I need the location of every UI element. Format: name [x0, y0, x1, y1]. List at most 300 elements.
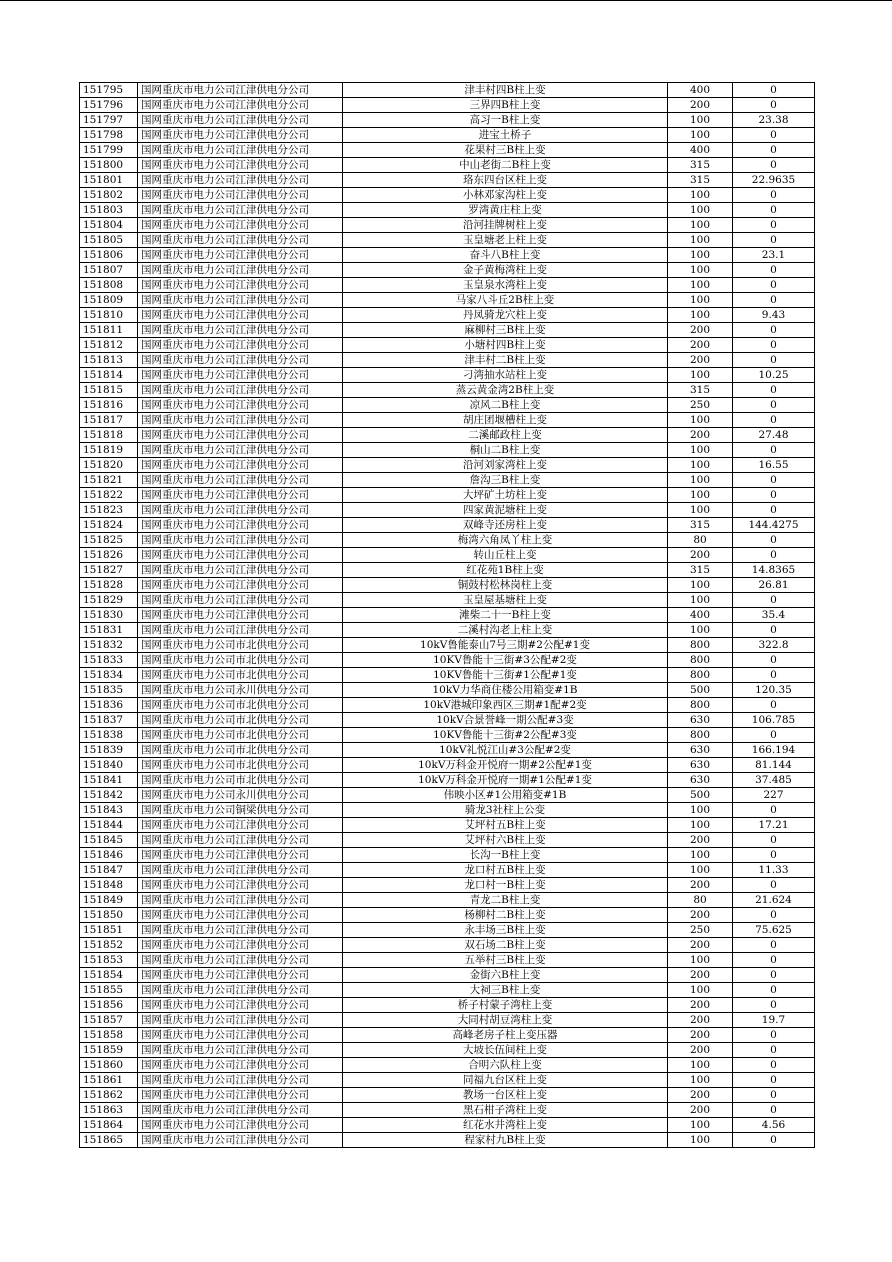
org-cell: 国网重庆市电力公司江津供电分公司 [138, 593, 343, 608]
row-id-cell: 151800 [80, 158, 138, 173]
table-row [80, 203, 815, 218]
transformer-name-cell: 珞东四台区柱上变 [343, 173, 668, 188]
page-top-rule [0, 0, 892, 1]
row-id-cell: 151802 [80, 188, 138, 203]
table-row [80, 263, 815, 278]
capacity-cell: 200 [668, 1013, 733, 1028]
capacity-cell: 100 [668, 188, 733, 203]
row-id-cell: 151847 [80, 863, 138, 878]
row-id-cell: 151806 [80, 248, 138, 263]
value-cell: 0 [733, 383, 815, 398]
value-cell: 0 [733, 878, 815, 893]
org-cell: 国网重庆市电力公司江津供电分公司 [138, 503, 343, 518]
value-cell: 0 [733, 398, 815, 413]
capacity-cell: 100 [668, 218, 733, 233]
table-row [80, 758, 815, 773]
capacity-cell: 100 [668, 308, 733, 323]
capacity-cell: 630 [668, 713, 733, 728]
value-cell: 0 [733, 728, 815, 743]
org-cell: 国网重庆市电力公司永川供电分公司 [138, 788, 343, 803]
table-row [80, 398, 815, 413]
transformer-name-cell: 詹沟三B柱上变 [343, 473, 668, 488]
table-row [80, 863, 815, 878]
org-cell: 国网重庆市电力公司江津供电分公司 [138, 158, 343, 173]
row-id-cell: 151827 [80, 563, 138, 578]
row-id-cell: 151850 [80, 908, 138, 923]
row-id-cell: 151831 [80, 623, 138, 638]
row-id-cell: 151821 [80, 473, 138, 488]
table-row [80, 878, 815, 893]
table-row [80, 188, 815, 203]
value-cell: 0 [733, 1058, 815, 1073]
org-cell: 国网重庆市电力公司江津供电分公司 [138, 833, 343, 848]
capacity-cell: 200 [668, 1103, 733, 1118]
org-cell: 国网重庆市电力公司市北供电分公司 [138, 773, 343, 788]
row-id-cell: 151835 [80, 683, 138, 698]
row-id-cell: 151836 [80, 698, 138, 713]
org-cell: 国网重庆市电力公司江津供电分公司 [138, 1073, 343, 1088]
row-id-cell: 151837 [80, 713, 138, 728]
row-id-cell: 151842 [80, 788, 138, 803]
org-cell: 国网重庆市电力公司市北供电分公司 [138, 698, 343, 713]
capacity-cell: 100 [668, 953, 733, 968]
value-cell: 120.35 [733, 683, 815, 698]
value-cell: 0 [733, 503, 815, 518]
capacity-cell: 800 [668, 638, 733, 653]
table-row [80, 323, 815, 338]
transformer-name-cell: 10KV鲁能十三街#2公配#3变 [343, 728, 668, 743]
row-id-cell: 151807 [80, 263, 138, 278]
transformer-name-cell: 长沟一B柱上变 [343, 848, 668, 863]
capacity-cell: 80 [668, 893, 733, 908]
value-cell: 27.48 [733, 428, 815, 443]
org-cell: 国网重庆市电力公司江津供电分公司 [138, 938, 343, 953]
transformer-name-cell: 青龙二B柱上变 [343, 893, 668, 908]
capacity-cell: 100 [668, 203, 733, 218]
value-cell: 26.81 [733, 578, 815, 593]
capacity-cell: 100 [668, 848, 733, 863]
table-row [80, 473, 815, 488]
value-cell: 37.485 [733, 773, 815, 788]
org-cell: 国网重庆市电力公司江津供电分公司 [138, 188, 343, 203]
transformer-name-cell: 艾坪村六B柱上变 [343, 833, 668, 848]
row-id-cell: 151819 [80, 443, 138, 458]
transformer-name-cell: 麻柳村三B柱上变 [343, 323, 668, 338]
capacity-cell: 100 [668, 1058, 733, 1073]
table-row [80, 83, 815, 98]
table-row [80, 488, 815, 503]
transformer-name-cell: 梅湾六角凤丫柱上变 [343, 533, 668, 548]
table-row [80, 803, 815, 818]
table-row [80, 308, 815, 323]
value-cell: 0 [733, 653, 815, 668]
table-row [80, 923, 815, 938]
transformer-name-cell: 艾坪村五B柱上变 [343, 818, 668, 833]
capacity-cell: 800 [668, 653, 733, 668]
org-cell: 国网重庆市电力公司江津供电分公司 [138, 1028, 343, 1043]
table-row [80, 218, 815, 233]
transformer-name-cell: 龙口村一B柱上变 [343, 878, 668, 893]
row-id-cell: 151846 [80, 848, 138, 863]
org-cell: 国网重庆市电力公司江津供电分公司 [138, 863, 343, 878]
value-cell: 0 [733, 548, 815, 563]
table-row [80, 173, 815, 188]
row-id-cell: 151855 [80, 983, 138, 998]
capacity-cell: 400 [668, 143, 733, 158]
org-cell: 国网重庆市电力公司江津供电分公司 [138, 218, 343, 233]
row-id-cell: 151832 [80, 638, 138, 653]
transformer-name-cell: 津丰村四B柱上变 [343, 83, 668, 98]
value-cell: 166.194 [733, 743, 815, 758]
row-id-cell: 151849 [80, 893, 138, 908]
value-cell: 0 [733, 473, 815, 488]
table-row [80, 443, 815, 458]
org-cell: 国网重庆市电力公司江津供电分公司 [138, 968, 343, 983]
transformer-name-cell: 黑石柑子湾柱上变 [343, 1103, 668, 1118]
org-cell: 国网重庆市电力公司江津供电分公司 [138, 608, 343, 623]
capacity-cell: 100 [668, 128, 733, 143]
transformer-name-cell: 双石场二B柱上变 [343, 938, 668, 953]
org-cell: 国网重庆市电力公司江津供电分公司 [138, 203, 343, 218]
row-id-cell: 151813 [80, 353, 138, 368]
org-cell: 国网重庆市电力公司市北供电分公司 [138, 728, 343, 743]
org-cell: 国网重庆市电力公司江津供电分公司 [138, 368, 343, 383]
transformer-name-cell: 胡庄团堰槽柱上变 [343, 413, 668, 428]
transformer-name-cell: 10kV万科金开悦府一期#1公配#1变 [343, 773, 668, 788]
row-id-cell: 151863 [80, 1103, 138, 1118]
org-cell: 国网重庆市电力公司江津供电分公司 [138, 518, 343, 533]
value-cell: 0 [733, 293, 815, 308]
transformer-name-cell: 玉皇泉水湾柱上变 [343, 278, 668, 293]
table-row [80, 1103, 815, 1118]
capacity-cell: 400 [668, 608, 733, 623]
transformer-name-cell: 刁湾抽水站柱上变 [343, 368, 668, 383]
transformer-name-cell: 桐山二B柱上变 [343, 443, 668, 458]
capacity-cell: 200 [668, 353, 733, 368]
row-id-cell: 151852 [80, 938, 138, 953]
org-cell: 国网重庆市电力公司江津供电分公司 [138, 923, 343, 938]
capacity-cell: 100 [668, 113, 733, 128]
row-id-cell: 151839 [80, 743, 138, 758]
value-cell: 9.43 [733, 308, 815, 323]
org-cell: 国网重庆市电力公司江津供电分公司 [138, 293, 343, 308]
org-cell: 国网重庆市电力公司江津供电分公司 [138, 1088, 343, 1103]
capacity-cell: 630 [668, 743, 733, 758]
transformer-name-cell: 马家八斗丘2B柱上变 [343, 293, 668, 308]
value-cell: 16.55 [733, 458, 815, 473]
transformer-name-cell: 花果村三B柱上变 [343, 143, 668, 158]
capacity-cell: 100 [668, 593, 733, 608]
table-row [80, 638, 815, 653]
org-cell: 国网重庆市电力公司江津供电分公司 [138, 143, 343, 158]
value-cell: 0 [733, 668, 815, 683]
capacity-cell: 315 [668, 518, 733, 533]
row-id-cell: 151853 [80, 953, 138, 968]
capacity-cell: 100 [668, 503, 733, 518]
org-cell: 国网重庆市电力公司江津供电分公司 [138, 488, 343, 503]
row-id-cell: 151808 [80, 278, 138, 293]
table-row [80, 158, 815, 173]
org-cell: 国网重庆市电力公司江津供电分公司 [138, 878, 343, 893]
org-cell: 国网重庆市电力公司江津供电分公司 [138, 413, 343, 428]
org-cell: 国网重庆市电力公司江津供电分公司 [138, 1103, 343, 1118]
value-cell: 0 [733, 848, 815, 863]
table-row [80, 503, 815, 518]
transformer-name-cell: 三界四B柱上变 [343, 98, 668, 113]
transformer-name-cell: 程家村九B柱上变 [343, 1133, 668, 1148]
table-row [80, 413, 815, 428]
row-id-cell: 151796 [80, 98, 138, 113]
capacity-cell: 200 [668, 428, 733, 443]
value-cell: 227 [733, 788, 815, 803]
table-row [80, 653, 815, 668]
org-cell: 国网重庆市电力公司市北供电分公司 [138, 653, 343, 668]
transformer-name-cell: 转山丘柱上变 [343, 548, 668, 563]
table-row [80, 1073, 815, 1088]
row-id-cell: 151820 [80, 458, 138, 473]
transformer-name-cell: 桥子村蒙子湾柱上变 [343, 998, 668, 1013]
transformer-name-cell: 四家黄泥塘柱上变 [343, 503, 668, 518]
value-cell: 0 [733, 1088, 815, 1103]
table-row [80, 428, 815, 443]
capacity-cell: 200 [668, 878, 733, 893]
transformer-name-cell: 10kV港城印象西区三期#1配#2变 [343, 698, 668, 713]
org-cell: 国网重庆市电力公司江津供电分公司 [138, 443, 343, 458]
value-cell: 23.1 [733, 248, 815, 263]
capacity-cell: 200 [668, 548, 733, 563]
org-cell: 国网重庆市电力公司江津供电分公司 [138, 1043, 343, 1058]
table-row [80, 743, 815, 758]
transformer-name-cell: 红花水井湾柱上变 [343, 1118, 668, 1133]
transformer-name-cell: 高峰老房子柱上变压器 [343, 1028, 668, 1043]
row-id-cell: 151812 [80, 338, 138, 353]
org-cell: 国网重庆市电力公司江津供电分公司 [138, 1133, 343, 1148]
table-row [80, 563, 815, 578]
org-cell: 国网重庆市电力公司江津供电分公司 [138, 173, 343, 188]
transformer-name-cell: 杨柳村二B柱上变 [343, 908, 668, 923]
transformer-name-cell: 同福九台区柱上变 [343, 1073, 668, 1088]
org-cell: 国网重庆市电力公司永川供电分公司 [138, 683, 343, 698]
transformer-name-cell: 进宝土桥子 [343, 128, 668, 143]
row-id-cell: 151798 [80, 128, 138, 143]
row-id-cell: 151838 [80, 728, 138, 743]
org-cell: 国网重庆市电力公司江津供电分公司 [138, 908, 343, 923]
capacity-cell: 630 [668, 773, 733, 788]
org-cell: 国网重庆市电力公司江津供电分公司 [138, 248, 343, 263]
table-row [80, 578, 815, 593]
row-id-cell: 151817 [80, 413, 138, 428]
value-cell: 0 [733, 593, 815, 608]
table-row [80, 713, 815, 728]
row-id-cell: 151824 [80, 518, 138, 533]
table-row [80, 908, 815, 923]
row-id-cell: 151809 [80, 293, 138, 308]
transformer-name-cell: 龙口村五B柱上变 [343, 863, 668, 878]
row-id-cell: 151844 [80, 818, 138, 833]
value-cell: 19.7 [733, 1013, 815, 1028]
org-cell: 国网重庆市电力公司江津供电分公司 [138, 998, 343, 1013]
transformer-name-cell: 罗湾黄庄柱上变 [343, 203, 668, 218]
row-id-cell: 151799 [80, 143, 138, 158]
org-cell: 国网重庆市电力公司江津供电分公司 [138, 848, 343, 863]
row-id-cell: 151860 [80, 1058, 138, 1073]
capacity-cell: 800 [668, 728, 733, 743]
org-cell: 国网重庆市电力公司江津供电分公司 [138, 1118, 343, 1133]
row-id-cell: 151865 [80, 1133, 138, 1148]
capacity-cell: 100 [668, 443, 733, 458]
row-id-cell: 151856 [80, 998, 138, 1013]
value-cell: 0 [733, 443, 815, 458]
transformer-name-cell: 沿河刘家湾柱上变 [343, 458, 668, 473]
row-id-cell: 151854 [80, 968, 138, 983]
value-cell: 0 [733, 938, 815, 953]
capacity-cell: 100 [668, 1118, 733, 1133]
row-id-cell: 151810 [80, 308, 138, 323]
transformer-name-cell: 10kV礼悦江山#3公配#2变 [343, 743, 668, 758]
capacity-cell: 315 [668, 173, 733, 188]
transformer-name-cell: 伟映小区#1公用箱变#1B [343, 788, 668, 803]
value-cell: 0 [733, 203, 815, 218]
row-id-cell: 151804 [80, 218, 138, 233]
capacity-cell: 315 [668, 563, 733, 578]
transformer-name-cell: 玉皇塘老上柱上变 [343, 233, 668, 248]
transformer-name-cell: 教场一台区柱上变 [343, 1088, 668, 1103]
org-cell: 国网重庆市电力公司江津供电分公司 [138, 1013, 343, 1028]
table-row [80, 593, 815, 608]
transformer-name-cell: 骑龙3社柱上公变 [343, 803, 668, 818]
value-cell: 0 [733, 98, 815, 113]
value-cell: 0 [733, 128, 815, 143]
table-row [80, 608, 815, 623]
table-row [80, 1013, 815, 1028]
value-cell: 0 [733, 188, 815, 203]
row-id-cell: 151825 [80, 533, 138, 548]
org-cell: 国网重庆市电力公司江津供电分公司 [138, 563, 343, 578]
table-row [80, 833, 815, 848]
row-id-cell: 151834 [80, 668, 138, 683]
value-cell: 11.33 [733, 863, 815, 878]
table-row [80, 773, 815, 788]
capacity-cell: 100 [668, 368, 733, 383]
row-id-cell: 151826 [80, 548, 138, 563]
capacity-cell: 100 [668, 473, 733, 488]
table-row [80, 458, 815, 473]
capacity-cell: 200 [668, 323, 733, 338]
table-row [80, 1088, 815, 1103]
capacity-cell: 800 [668, 698, 733, 713]
capacity-cell: 100 [668, 413, 733, 428]
table-row [80, 728, 815, 743]
capacity-cell: 100 [668, 1073, 733, 1088]
transformer-name-cell: 凉风二B柱上变 [343, 398, 668, 413]
table-row [80, 968, 815, 983]
table-row [80, 143, 815, 158]
capacity-cell: 630 [668, 758, 733, 773]
table-row [80, 1028, 815, 1043]
org-cell: 国网重庆市电力公司江津供电分公司 [138, 1058, 343, 1073]
capacity-cell: 315 [668, 158, 733, 173]
row-id-cell: 151797 [80, 113, 138, 128]
org-cell: 国网重庆市电力公司江津供电分公司 [138, 548, 343, 563]
org-cell: 国网重庆市电力公司江津供电分公司 [138, 113, 343, 128]
org-cell: 国网重庆市电力公司江津供电分公司 [138, 893, 343, 908]
table-row [80, 98, 815, 113]
row-id-cell: 151828 [80, 578, 138, 593]
table-row [80, 1133, 815, 1148]
value-cell: 17.21 [733, 818, 815, 833]
table-row [80, 548, 815, 563]
table-row [80, 368, 815, 383]
transformer-name-cell: 滩柴二十一B柱上变 [343, 608, 668, 623]
org-cell: 国网重庆市电力公司江津供电分公司 [138, 818, 343, 833]
value-cell: 0 [733, 908, 815, 923]
transformer-name-cell: 高习一B柱上变 [343, 113, 668, 128]
capacity-cell: 100 [668, 233, 733, 248]
row-id-cell: 151857 [80, 1013, 138, 1028]
org-cell: 国网重庆市电力公司市北供电分公司 [138, 713, 343, 728]
table-row [80, 353, 815, 368]
capacity-cell: 200 [668, 833, 733, 848]
table-row [80, 953, 815, 968]
value-cell: 81.144 [733, 758, 815, 773]
table-row [80, 983, 815, 998]
row-id-cell: 151833 [80, 653, 138, 668]
org-cell: 国网重庆市电力公司江津供电分公司 [138, 338, 343, 353]
org-cell: 国网重庆市电力公司江津供电分公司 [138, 278, 343, 293]
value-cell: 0 [733, 623, 815, 638]
org-cell: 国网重庆市电力公司江津供电分公司 [138, 383, 343, 398]
capacity-cell: 100 [668, 1133, 733, 1148]
capacity-cell: 200 [668, 338, 733, 353]
org-cell: 国网重庆市电力公司江津供电分公司 [138, 578, 343, 593]
table-row [80, 278, 815, 293]
capacity-cell: 100 [668, 263, 733, 278]
table-row [80, 668, 815, 683]
table-row [80, 1043, 815, 1058]
table-row [80, 698, 815, 713]
org-cell: 国网重庆市电力公司江津供电分公司 [138, 128, 343, 143]
transformer-name-cell: 合明六队柱上变 [343, 1058, 668, 1073]
transformer-name-cell: 10kV万科金开悦府一期#2公配#1变 [343, 758, 668, 773]
row-id-cell: 151822 [80, 488, 138, 503]
org-cell: 国网重庆市电力公司江津供电分公司 [138, 233, 343, 248]
value-cell: 0 [733, 413, 815, 428]
row-id-cell: 151851 [80, 923, 138, 938]
capacity-cell: 100 [668, 278, 733, 293]
transformer-name-cell: 永丰场三B柱上变 [343, 923, 668, 938]
row-id-cell: 151862 [80, 1088, 138, 1103]
value-cell: 10.25 [733, 368, 815, 383]
value-cell: 0 [733, 983, 815, 998]
value-cell: 0 [733, 533, 815, 548]
value-cell: 0 [733, 143, 815, 158]
org-cell: 国网重庆市电力公司江津供电分公司 [138, 398, 343, 413]
row-id-cell: 151843 [80, 803, 138, 818]
table-row [80, 938, 815, 953]
value-cell: 0 [733, 1043, 815, 1058]
transformer-name-cell: 双峰寺还房柱上变 [343, 518, 668, 533]
org-cell: 国网重庆市电力公司江津供电分公司 [138, 308, 343, 323]
capacity-cell: 200 [668, 1028, 733, 1043]
capacity-cell: 315 [668, 383, 733, 398]
transformer-name-cell: 奋斗八B柱上变 [343, 248, 668, 263]
capacity-cell: 100 [668, 818, 733, 833]
transformer-name-cell: 五举村三B柱上变 [343, 953, 668, 968]
transformer-name-cell: 二溪村沟老上柱上变 [343, 623, 668, 638]
org-cell: 国网重庆市电力公司江津供电分公司 [138, 953, 343, 968]
value-cell: 0 [733, 833, 815, 848]
transformer-name-cell: 10kV鲁能泰山7号三期#2公配#1变 [343, 638, 668, 653]
